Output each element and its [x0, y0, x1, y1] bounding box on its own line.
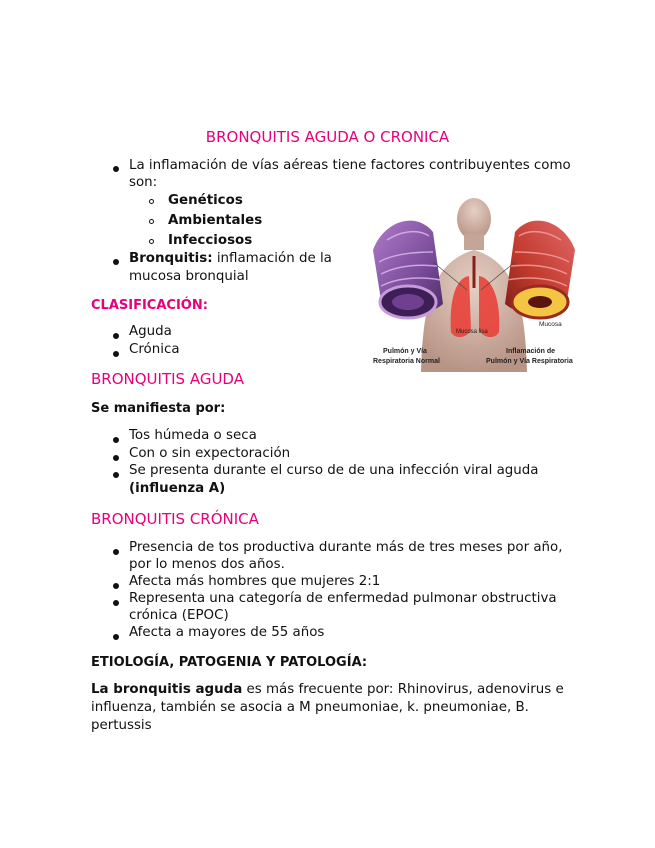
label-inflamed-2: Pulmón y Vía Respiratoria: [486, 358, 573, 365]
circle-bullet-icon: [149, 219, 154, 224]
etiologia-heading: ETIOLOGÍA, PATOGENIA Y PATOLOGÍA:: [91, 655, 368, 670]
bronquitis-term: Bronquitis:: [129, 251, 213, 266]
etiologia-line-3: pertussis: [91, 718, 152, 733]
circle-bullet-icon: [149, 239, 154, 244]
cronica-item-3-line-1: Representa una categoría de enfermedad pulmonar obstructiva: [129, 591, 557, 606]
aguda-item-1: Tos húmeda o seca: [129, 428, 257, 443]
intro-line-2: son:: [129, 175, 158, 190]
bronquitis-definition-line-2: mucosa bronquial: [129, 269, 249, 284]
aguda-subheading: Se manifiesta por:: [91, 401, 226, 416]
label-normal-1: Pulmón y Vía: [383, 348, 427, 355]
bullet-icon: [113, 549, 119, 555]
aguda-item-3-line-2: (influenza A): [129, 481, 226, 496]
etiologia-line-2: influenza, también se asocia a M pneumoniae, k. pneumoniae, B.: [91, 700, 529, 715]
bullet-icon: [113, 166, 119, 172]
cronica-item-3-line-2: crónica (EPOC): [129, 608, 229, 623]
bullet-icon: [113, 455, 119, 461]
etiologia-paragraph: [91, 681, 564, 735]
etiologia-text-1: es más frecuente por: Rhinovirus, adenovirus e: [242, 682, 564, 697]
aguda-item-2: Con o sin expectoración: [129, 446, 291, 461]
circle-bullet-icon: [149, 199, 154, 204]
cronica-item-1-line-2: por lo menos dos años.: [129, 557, 285, 572]
bullet-icon: [113, 472, 119, 478]
etiologia-line-1: [91, 681, 564, 699]
factor-genetic: Genéticos: [168, 193, 243, 208]
cronica-item-1-line-1: Presencia de tos productiva durante más de tres meses por año,: [129, 540, 563, 555]
bullet-icon: [113, 437, 119, 443]
intro-line-1: La inflamación de vías aéreas tiene factores contribuyentes como: [129, 158, 571, 173]
clasificacion-item-aguda: Aguda: [129, 324, 172, 339]
bullet-icon: [113, 351, 119, 357]
bronquitis-def: inflamación de la: [212, 251, 332, 266]
factor-environmental: Ambientales: [168, 213, 263, 228]
bronquitis-definition-line-1: [129, 250, 332, 268]
label-mucosa-lisa: Mucosa lisa: [456, 329, 488, 335]
bullet-icon: [113, 333, 119, 339]
lungs-airway-illustration: [363, 192, 585, 372]
aguda-item-3-line-1: Se presenta durante el curso de de una infección viral aguda: [129, 463, 539, 478]
label-inflamed-1: Inflamación de: [506, 348, 556, 355]
label-mucosa: Mucosa: [539, 321, 562, 328]
clasificacion-heading: CLASIFICACIÓN:: [91, 298, 208, 313]
cronica-item-2: Afecta más hombres que mujeres 2:1: [129, 574, 381, 589]
clasificacion-item-cronica: Crónica: [129, 342, 180, 357]
etiologia-term: La bronquitis aguda: [91, 682, 243, 697]
bullet-icon: [113, 259, 119, 265]
cronica-heading: BRONQUITIS CRÓNICA: [91, 510, 259, 528]
bronchitis-illustration: [363, 192, 585, 372]
page-title: BRONQUITIS AGUDA O CRONICA: [205, 128, 450, 146]
bullet-icon: [113, 583, 119, 589]
aguda-heading: BRONQUITIS AGUDA: [91, 370, 244, 388]
bullet-icon: [113, 600, 119, 606]
label-normal-2: Respiratoria Normal: [373, 358, 440, 365]
bullet-icon: [113, 634, 119, 640]
factor-infectious: Infecciosos: [168, 233, 253, 248]
cronica-item-4: Afecta a mayores de 55 años: [129, 625, 325, 640]
